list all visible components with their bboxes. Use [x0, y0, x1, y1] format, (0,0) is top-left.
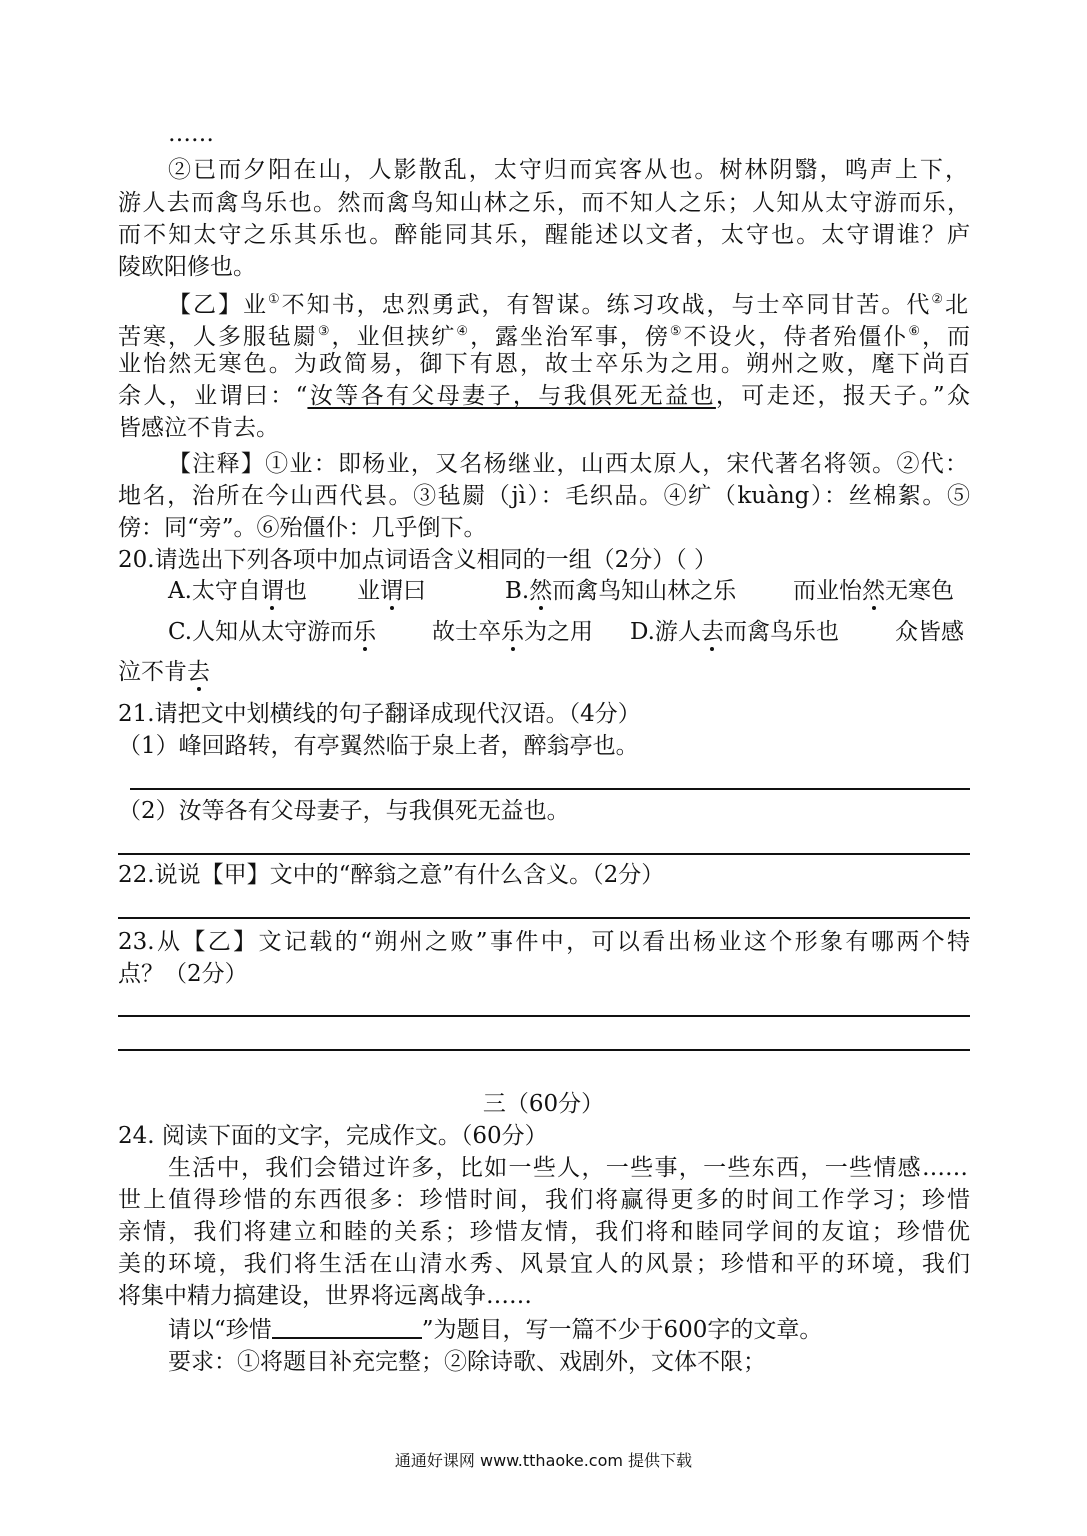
- footer-text: 通通好课网 www.tthaoke.com 提供下载: [394, 1451, 693, 1470]
- answer-line: [118, 1015, 970, 1017]
- option-a-2: 业谓曰: [357, 578, 426, 604]
- question-21-sentence-2: （2）汝等各有父母妻子，与我俱死无益也。: [118, 798, 570, 824]
- yi-passage-line: 业怡然无寒色。为政简易，御下有恩，故士卒乐为之用。朔州之败，麾下尚百: [118, 351, 970, 377]
- yi-passage-line: 皆感泣不肯去。: [118, 415, 279, 441]
- prompt-line: 美的环境，我们将生活在山清水秀、风景宜人的风景；珍惜和平的环境，我们: [118, 1251, 970, 1277]
- option-a: A.太守自谓也: [168, 578, 307, 604]
- prompt-line: 亲情，我们将建立和睦的关系；珍惜友情，我们将和睦同学间的友谊；珍惜优: [118, 1219, 970, 1245]
- passage-line: 而不知太守之乐其乐也。醉能同其乐，醒能述以文者，太守也。太守谓谁？庐: [118, 222, 970, 248]
- answer-line: [118, 853, 970, 855]
- requirements-line: 要求：①将题目补充完整；②除诗歌、戏剧外，文体不限；: [168, 1349, 766, 1375]
- option-b-2: 而业怡然无寒色: [793, 578, 954, 604]
- prompt-line: 生活中，我们会错过许多，比如一些人，一些事，一些东西，一些情感……: [168, 1155, 968, 1181]
- question-22-stem: 22.说说【甲】文中的“醉翁之意”有什么含义。（2分）: [118, 862, 665, 888]
- question-21-sentence-1: （1）峰回路转，有亭翼然临于泉上者，醉翁亭也。: [118, 733, 639, 759]
- question-24-stem: 24. 阅读下面的文字，完成作文。（60分）: [118, 1123, 548, 1149]
- section-3-title: 三（60分）: [482, 1091, 605, 1117]
- option-d-2-cont: 泣不肯去: [118, 659, 210, 685]
- yi-passage-line: 【乙】业①不知书，忠烈勇武，有智谋。练习攻战，与士卒同甘苦。代②北: [168, 292, 969, 318]
- ellipsis-line: ……: [168, 121, 214, 147]
- prompt-line: 将集中精力搞建设，世界将远离战争……: [118, 1283, 532, 1309]
- answer-line: [130, 788, 970, 790]
- passage-line: ②已而夕阳在山，人影散乱，太守归而宾客从也。树林阴翳，鸣声上下，: [168, 157, 968, 183]
- title-blank: [272, 1315, 422, 1339]
- answer-line: [118, 917, 970, 919]
- option-c: C.人知从太守游而乐: [168, 619, 377, 645]
- option-d-2: 众皆感: [895, 619, 964, 645]
- underlined-sentence: 汝等各有父母妻子，与我俱死无益也: [307, 383, 716, 409]
- question-23-stem: 23.从【乙】文记载的“朔州之败”事件中，可以看出杨业这个形象有哪两个特: [118, 929, 970, 955]
- question-23-stem-cont: 点？（2分）: [118, 961, 248, 987]
- notes-line: 傍：同“旁”。⑥殆僵仆：几乎倒下。: [118, 515, 487, 541]
- question-21-stem: 21.请把文中划横线的句子翻译成现代汉语。（4分）: [118, 701, 641, 727]
- option-d: D.游人去而禽鸟乐也: [630, 619, 839, 645]
- prompt-line: 世上值得珍惜的东西很多：珍惜时间，我们将赢得更多的时间工作学习；珍惜: [118, 1187, 970, 1213]
- option-c-2: 故士卒乐为之用: [432, 619, 593, 645]
- notes-line: 【注释】①业：即杨业，又名杨继业，山西太原人，宋代著名将领。②代：: [168, 451, 968, 477]
- passage-line: 陵欧阳修也。: [118, 254, 256, 280]
- question-20-stem: 20.请选出下列各项中加点词语含义相同的一组（2分）（ ）: [118, 547, 718, 573]
- notes-line: 地名，治所在今山西代县。③毡罽（jì）：毛织品。④纩（kuàng）：丝棉絮。⑤: [118, 483, 970, 509]
- yi-passage-line: 余人，业谓曰：“汝等各有父母妻子，与我俱死无益也，可走还，报天子。”众: [118, 383, 970, 409]
- option-b: B.然而禽鸟知山林之乐: [505, 578, 737, 604]
- title-instruction: 请以“珍惜 ”为题目，写一篇不少于600字的文章。: [168, 1317, 823, 1343]
- answer-line: [118, 1049, 970, 1051]
- passage-line: 游人去而禽鸟乐也。然而禽鸟知山林之乐，而不知人之乐；人知从太守游而乐，: [118, 190, 970, 216]
- yi-passage-line: 苦寒，人多服毡罽③，业但挟纩④，露坐治军事，傍⑤不设火，侍者殆僵仆⑥，而: [118, 324, 971, 350]
